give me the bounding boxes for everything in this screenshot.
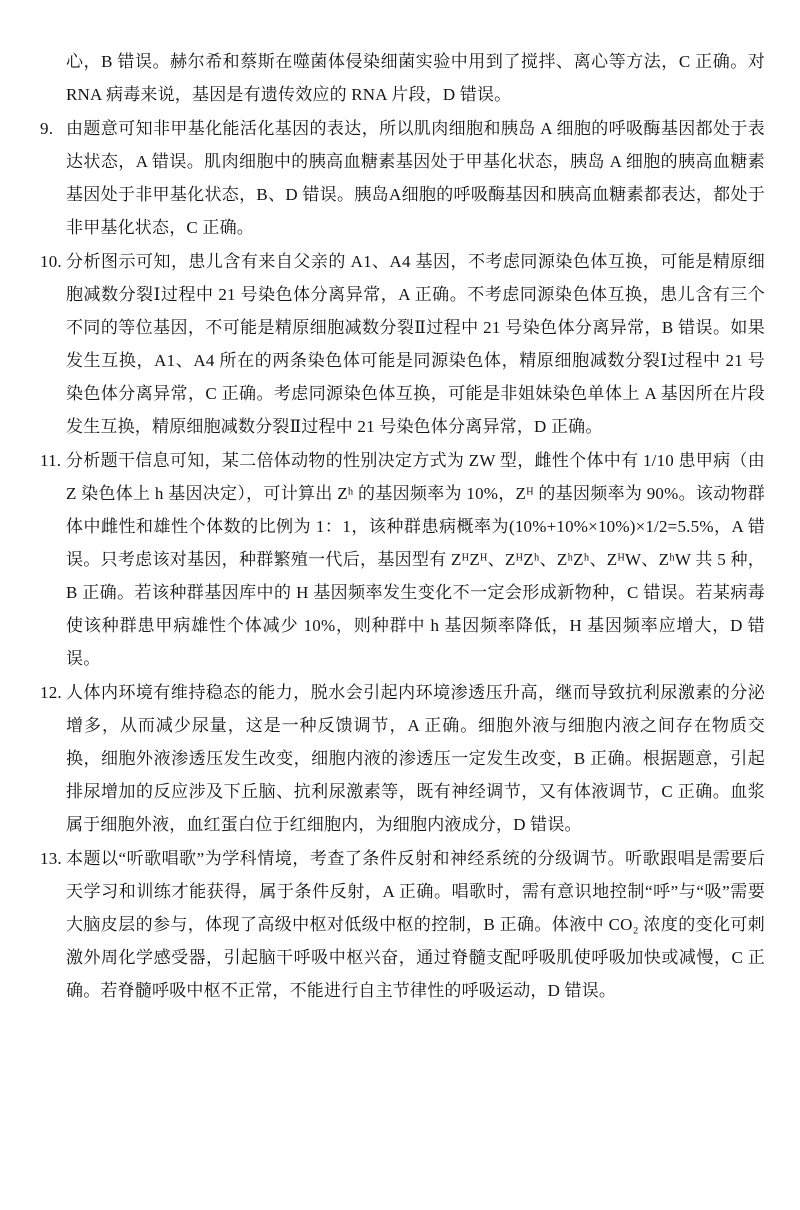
item-text: 由题意可知非甲基化能活化基因的表达，所以肌肉细胞和胰岛 A 细胞的呼吸酶基因都处于表达状态，A 错误。肌肉细胞中的胰高血糖素基因处于甲基化状态，胰岛 A 细胞的胰高血糖素基因处于非甲基化状态，B、D 错误。胰岛A细胞的呼吸酶基因和胰高血糖素都表达，都处于非甲基化状态，C 正确。: [66, 119, 765, 237]
item-number: 11.: [40, 451, 62, 470]
item-number: 13.: [40, 849, 62, 868]
answer-item-11: [40, 444, 765, 675]
answer-item-13: [40, 842, 765, 1007]
item-number: 12.: [40, 683, 62, 702]
answer-item-10: [40, 245, 765, 443]
answer-item-9: [40, 112, 765, 244]
item-number: 9.: [40, 119, 54, 138]
item-text: 心，B 错误。赫尔希和蔡斯在噬菌体侵染细菌实验中用到了搅拌、离心等方法，C 正确。对 RNA 病毒来说，基因是有遗传效应的 RNA 片段，D 错误。: [66, 52, 765, 104]
answer-item-continued: [40, 45, 765, 111]
item-text: 分析图示可知，患儿含有来自父亲的 A1、A4 基因，不考虑同源染色体互换，可能是精原细胞减数分裂Ⅰ过程中 21 号染色体分离异常，A 正确。不考虑同源染色体互换，患儿含有三个不同的等位基因，不可能是精原细胞减数分裂Ⅱ过程中 21 号染色体分离异常，B 错误。如果发生互换，A1、A4 所在的两条染色体可能是同源染色体，精原细胞减数分裂Ⅰ过程中 21 号染色体分离异常，C 正确。考虑同源染色体互换，可能是非姐妹染色单体上 A 基因所在片段发生互换，精原细胞减数分裂Ⅱ过程中 21 号染色体分离异常，D 正确。: [66, 252, 765, 436]
item-number: 10.: [40, 252, 62, 271]
answer-item-12: [40, 676, 765, 841]
item-text: 分析题干信息可知，某二倍体动物的性别决定方式为 ZW 型，雌性个体中有 1/10 患甲病（由 Z 染色体上 h 基因决定），可计算出 Zʰ 的基因频率为 10%，Zᴴ 的基因频率为 90%。该动物群体中雌性和雄性个体数的比例为 1：1，该种群患病概率为(10%+10%×10%)×1/2=5.5%，A 错误。只考虑该对基因，种群繁殖一代后，基因型有 ZᴴZᴴ、ZᴴZʰ、ZʰZʰ、ZᴴW、ZʰW 共 5 种，B 正确。若该种群基因库中的 H 基因频率发生变化不一定会形成新物种，C 错误。若某病毒使该种群患甲病雄性个体减少 10%，则种群中 h 基因频率降低，H 基因频率应增大，D 错误。: [66, 451, 765, 668]
item-text: 人体内环境有维持稳态的能力，脱水会引起内环境渗透压升高，继而导致抗利尿激素的分泌增多，从而减少尿量，这是一种反馈调节，A 正确。细胞外液与细胞内液之间存在物质交换，细胞外液渗透压发生改变，细胞内液的渗透压一定发生改变，B 正确。根据题意，引起排尿增加的反应涉及下丘脑、抗利尿激素等，既有神经调节，又有体液调节，C 正确。血浆属于细胞外液，血红蛋白位于红细胞内，为细胞内液成分，D 错误。: [66, 683, 765, 834]
item-text: 本题以“听歌唱歌”为学科情境，考查了条件反射和神经系统的分级调节。听歌跟唱是需要后天学习和训练才能获得，属于条件反射，A 正确。唱歌时，需有意识地控制“呼”与“吸”需要大脑皮层的参与，体现了高级中枢对低级中枢的控制，B 正确。体液中 CO₂ 浓度的变化可刺激外周化学感受器，引起脑干呼吸中枢兴奋，通过脊髓支配呼吸肌使呼吸加快或减慢，C 正确。若脊髓呼吸中枢不正常，不能进行自主节律性的呼吸运动，D 错误。: [66, 849, 765, 1000]
